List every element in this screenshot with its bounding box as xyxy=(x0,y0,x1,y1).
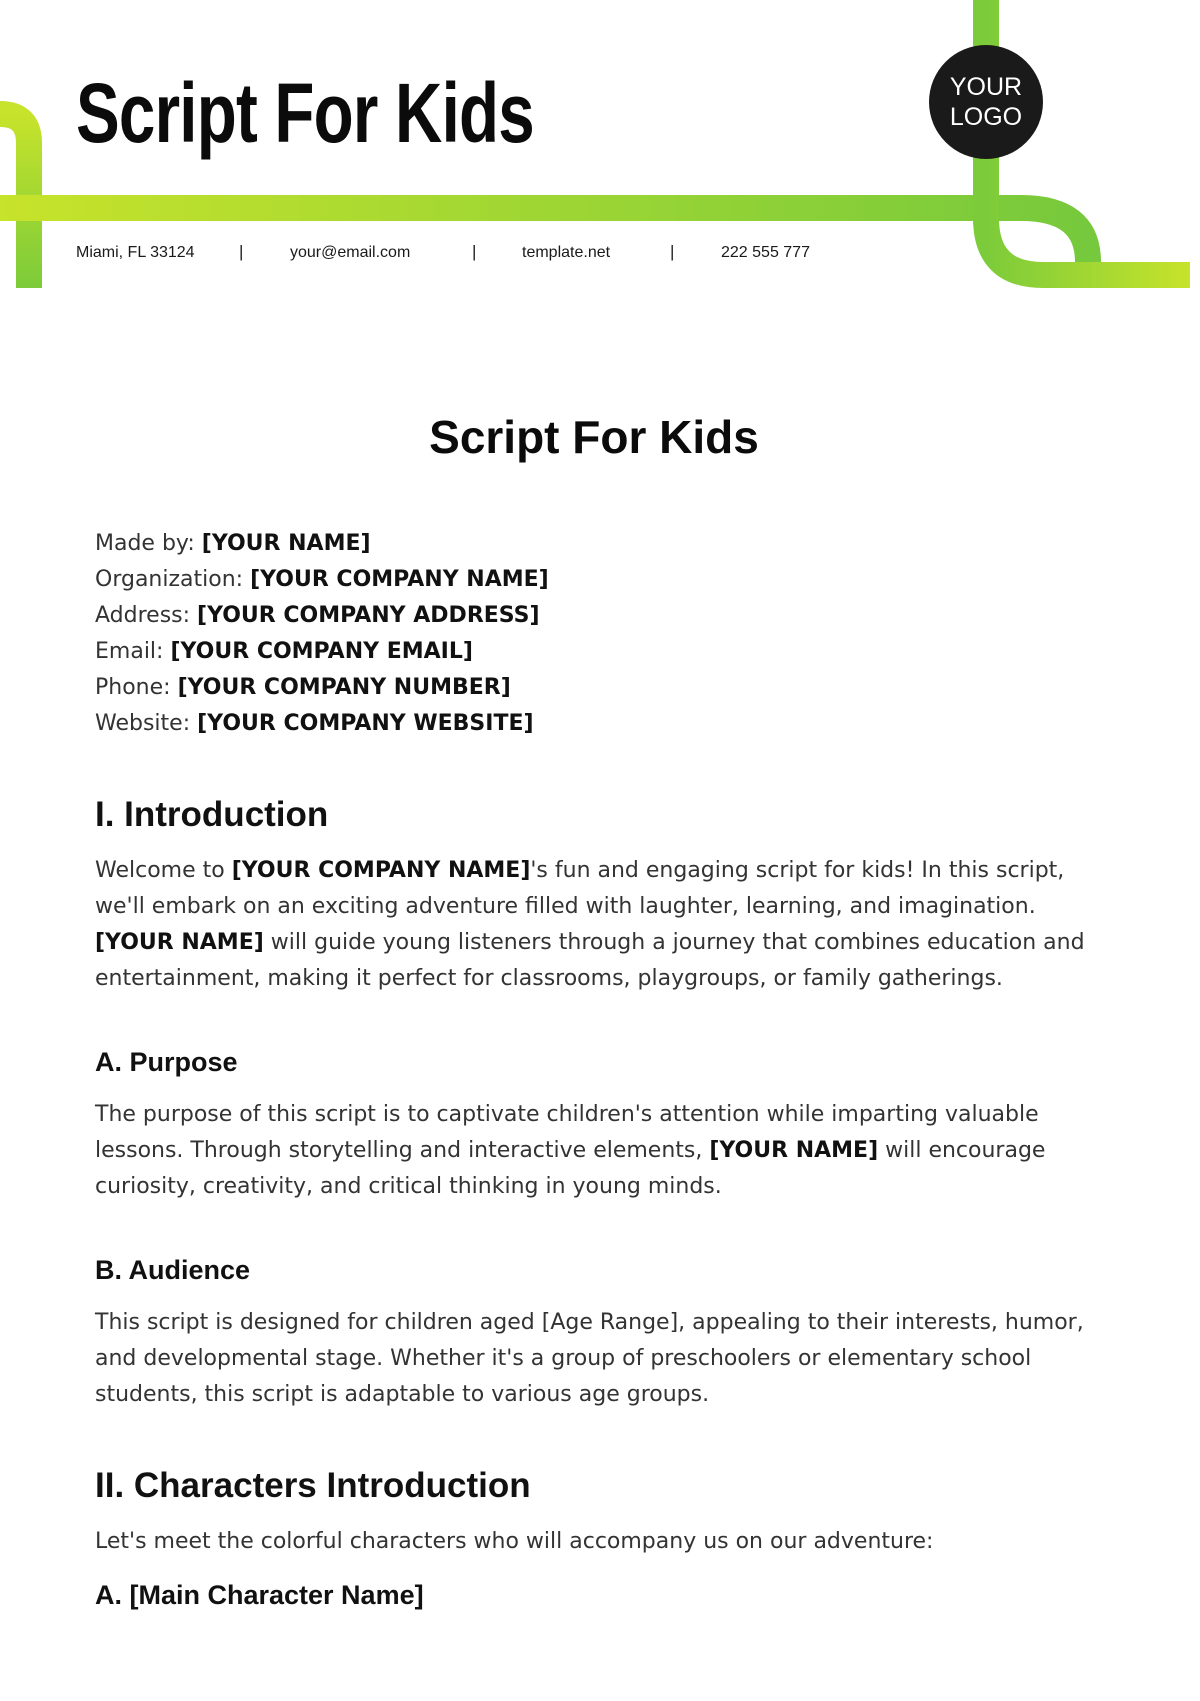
audience-paragraph: This script is designed for children aged [Age Range], appealing to their interests, humor, and developmental stage. Whether it's a group of preschoolers or elementary school students, this script is adaptable to various age groups. xyxy=(95,1310,1084,1407)
contact-separator: | xyxy=(239,242,244,261)
subsection-heading-main-character: A. [Main Character Name] xyxy=(95,1580,424,1610)
contact-separator: | xyxy=(670,242,675,261)
header-title: Script For Kids xyxy=(76,66,534,160)
contact-separator: | xyxy=(472,242,477,261)
info-email: Email: [YOUR COMPANY EMAIL] xyxy=(95,639,473,664)
contact-website: template.net xyxy=(522,244,611,261)
info-block xyxy=(95,526,1095,742)
document-title: Script For Kids xyxy=(429,411,759,463)
company-logo xyxy=(929,45,1043,159)
info-organization: Organization: [YOUR COMPANY NAME] xyxy=(95,567,549,592)
contact-email: your@email.com xyxy=(290,244,411,261)
characters-paragraph: Let's meet the colorful characters who will accompany us on our adventure: xyxy=(95,1529,934,1554)
section-heading-characters: II. Characters Introduction xyxy=(95,1466,531,1505)
info-website: Website: [YOUR COMPANY WEBSITE] xyxy=(95,711,534,736)
info-address: Address: [YOUR COMPANY ADDRESS] xyxy=(95,603,540,628)
logo-text-line1: YOUR xyxy=(949,73,1023,101)
purpose-paragraph: The purpose of this script is to captivate children's attention while imparting valuable lessons. Through storytelling and interactive elements, [YOUR NAME] will encourage curiosity, creativity, and critical thinking in young minds. xyxy=(95,1102,1046,1199)
contact-phone: 222 555 777 xyxy=(721,244,810,261)
section-heading-introduction: I. Introduction xyxy=(95,795,329,834)
contact-address: Miami, FL 33124 xyxy=(76,244,195,261)
logo-text-line2: LOGO xyxy=(949,103,1023,131)
subsection-heading-purpose: A. Purpose xyxy=(95,1047,238,1077)
info-made-by: Made by: [YOUR NAME] xyxy=(95,531,371,556)
document-body xyxy=(95,526,1095,1630)
introduction-paragraph: Welcome to [YOUR COMPANY NAME]'s fun and engaging script for kids! In this script, we'll embark on an exciting adventure filled with laughter, learning, and imagination. [YOUR NAME] will guide young listeners through a journey that combines education and entertainment, making it perfect for classrooms, playgroups, or family gatherings. xyxy=(95,858,1085,991)
info-phone: Phone: [YOUR COMPANY NUMBER] xyxy=(95,675,511,700)
subsection-heading-audience: B. Audience xyxy=(95,1255,251,1285)
